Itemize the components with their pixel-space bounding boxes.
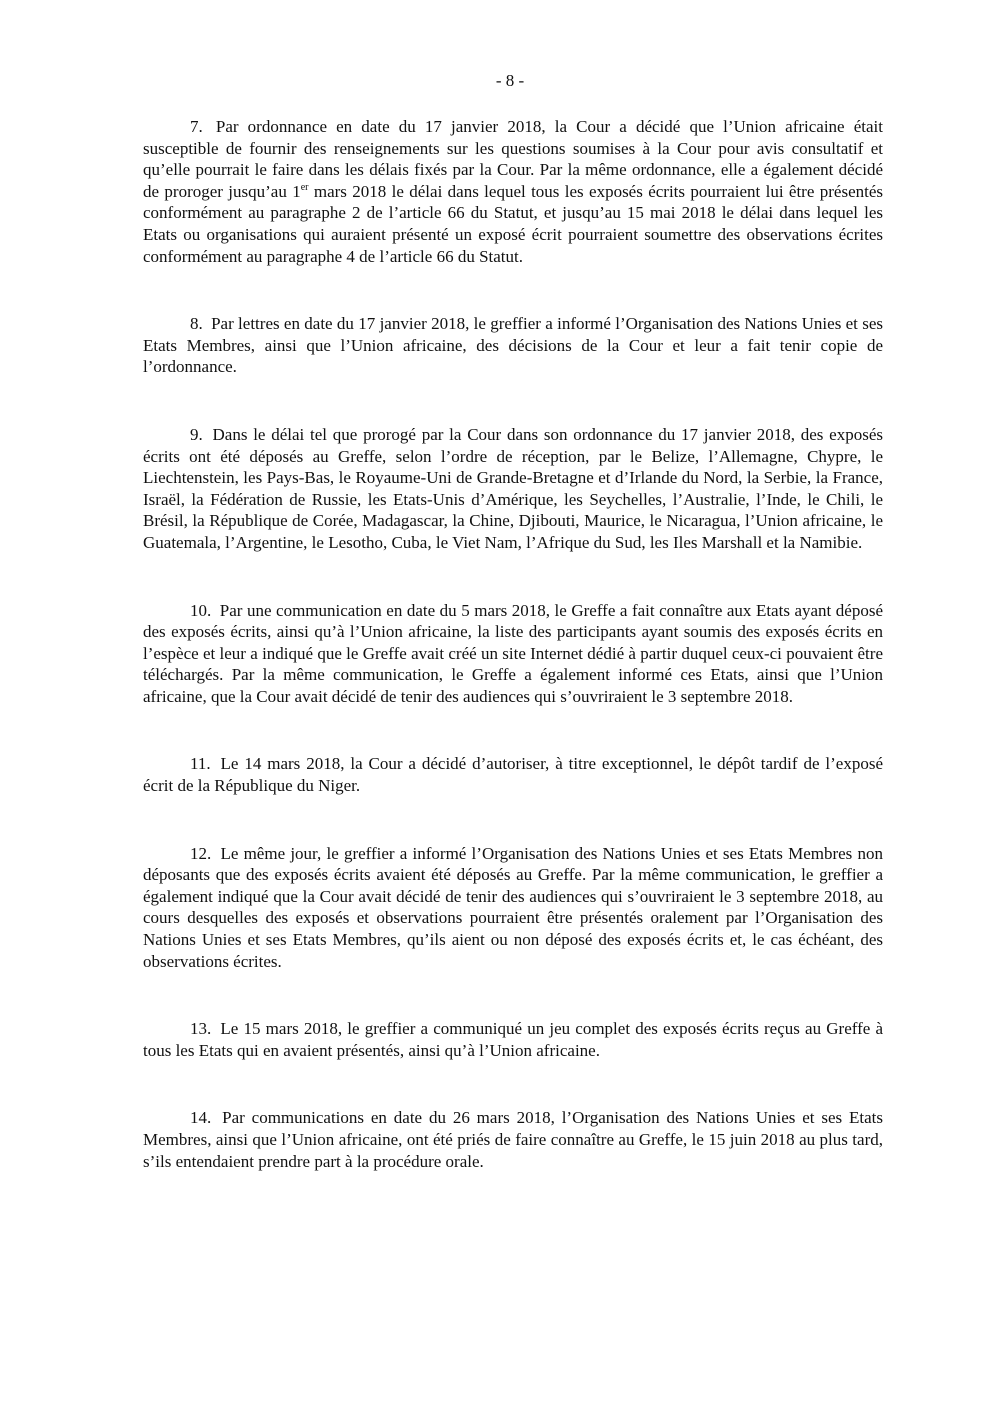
paragraph-text: Par lettres en date du 17 janvier 2018, le greffier a informé l’Organisation des Nations Unies et ses Etats Membres, ainsi que l’Union africaine, des décisions de la Cour et leur a fait tenir copie de l’ordonnance. [143,314,883,377]
paragraph-number: 7. [190,117,203,136]
paragraph-number: 9. [190,424,203,444]
paragraph-7 [143,116,883,267]
paragraph-number: 8. [190,314,203,334]
superscript-ordinal: er [300,181,309,193]
paragraph-13 [143,1018,883,1061]
paragraph-text: Le 15 mars 2018, le greffier a communiqué un jeu complet des exposés écrits reçus au Greffe à tous les Etats qui en avaient présentés, ainsi qu’à l’Union africaine. [143,1019,884,1060]
document-body [143,116,883,1218]
paragraph-number: 12. [190,843,212,863]
paragraph-number: 10. [190,600,212,620]
paragraph-10 [143,600,883,708]
paragraph-text: Le même jour, le greffier a informé l’Organisation des Nations Unies et ses Etats Membres non déposants que des exposés écrits avaient été déposés au Greffe. Par la même communication, le greffier a également indiqué que la Cour avait décidé de tenir des audiences qui s’ouvriraient le 3 septembre 2018, au cours desquelles des exposés et observations pourraient être présentés oralement par l’Organisation des Nations Unies et ses Etats Membres, qu’ils aient ou non déposé des exposés écrits et, le cas échéant, des observations écrites. [143,843,883,971]
paragraph-text: Par une communication en date du 5 mars 2018, le Greffe a fait connaître aux Etats ayant déposé des exposés écrits, ainsi qu’à l’Union africaine, la liste des participants ayant soumis des exposés écrits en l’espèce et leur a indiqué que le Greffe avait créé un site Internet dédié à partir duquel ceux-ci pouvaient être téléchargés. Par la même communication, le Greffe a également informé ces Etats, ainsi que l’Union africaine, que la Cour avait décidé de tenir des audiences qui s’ouvriraient le 3 septembre 2018. [143,600,884,706]
paragraph-12 [143,843,883,973]
paragraph-8 [143,313,883,378]
paragraph-text: Par communications en date du 26 mars 2018, l’Organisation des Nations Unies et ses Etats Membres, ainsi que l’Union africaine, ont été priés de faire connaître au Greffe, le 15 juin 2018 au plus tard, s’ils entendaient prendre part à la procédure orale. [143,1108,884,1171]
paragraph-text-continued: mars 2018 le délai dans lequel tous les exposés écrits pourraient lui être présentés conformément au paragraphe 2 de l’article 66 du Statut, et jusqu’au 15 mai 2018 le délai dans lequel les Etats ou organisations qui auraient présenté un exposé écrit pourraient soumettre des observations écrites conformément au paragraphe 4 de l’article 66 du Statut. [143,181,883,266]
paragraph-text: Dans le délai tel que prorogé par la Cour dans son ordonnance du 17 janvier 2018, des exposés écrits ont été déposés au Greffe, selon l’ordre de réception, par le Belize, l’Allemagne, Chypre, le Liechtenstein, les Pays-Bas, le Royaume-Uni de Grande-Bretagne et d’Irlande du Nord, la Serbie, la France, Israël, la Fédération de Russie, les Etats-Unis d’Amérique, les Seychelles, l’Australie, l’Inde, le Chili, le Brésil, la République de Corée, Madagascar, la Chine, Djibouti, Maurice, le Nicaragua, l’Union africaine, le Guatemala, l’Argentine, le Lesotho, Cuba, le Viet Nam, l’Afrique du Sud, les Iles Marshall et la Namibie. [143,424,883,552]
paragraph-text: Par ordonnance en date du 17 janvier 2018, la Cour a décidé que l’Union africaine était susceptible de fournir des renseignements sur les questions soumises à la Cour pour avis consultatif et qu’elle pourrait le faire dans les délais fixés par la Cour. Par la même ordonnance, elle a également décidé de proroger jusqu’au 1 [143,117,883,201]
paragraph-9 [143,424,883,554]
paragraph-14 [143,1107,883,1172]
paragraph-number: 11. [190,754,211,774]
paragraph-number: 14. [190,1108,212,1128]
page-number: - 8 - [495,71,525,90]
paragraph-text: Le 14 mars 2018, la Cour a décidé d’autoriser, à titre exceptionnel, le dépôt tardif de l’exposé écrit de la République du Niger. [143,754,883,796]
paragraph-number: 13. [190,1019,212,1039]
paragraph-11 [143,753,883,796]
